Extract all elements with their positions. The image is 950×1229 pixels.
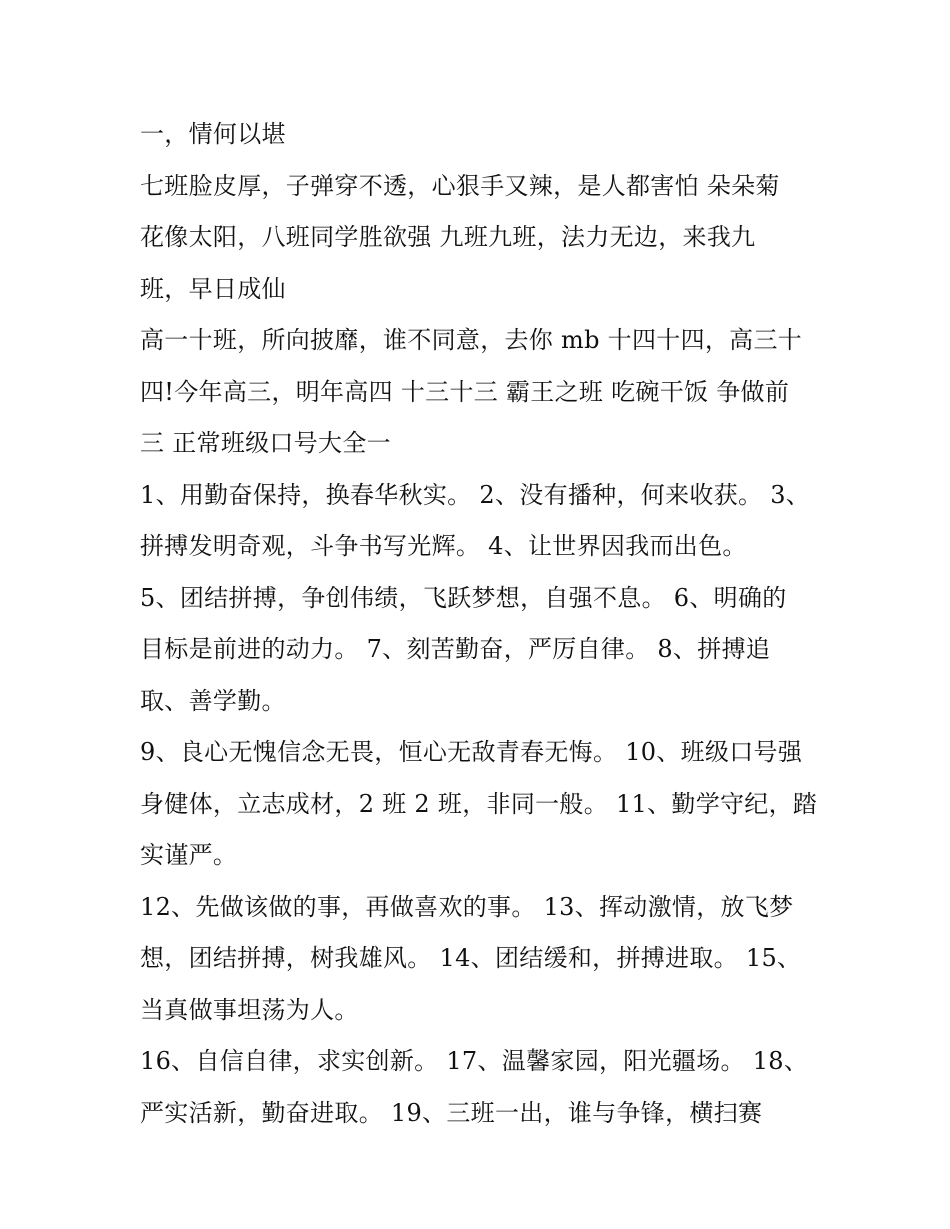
text-line: 花像太阳，八班同学胜欲强 九班九班，法力无边，来我九 bbox=[140, 223, 756, 251]
text-line: 16、自信自律，求实创新。 17、温馨家园，阳光疆场。 18、 bbox=[140, 1047, 809, 1075]
text-line: 实谨严。 bbox=[140, 841, 238, 869]
text-line: 七班脸皮厚，子弹穿不透，心狠手又辣，是人都害怕 朵朵菊 bbox=[140, 171, 780, 200]
text-line: 班，早日成仙 bbox=[140, 274, 286, 303]
text-line: 当真做事坦荡为人。 bbox=[140, 995, 359, 1024]
text-line: 想，团结拼搏，树我雄风。 14、团结缓和，拼搏进取。 15、 bbox=[140, 944, 802, 972]
text-line: 1、用勤奋保持，换春华秋实。 2、没有播种，何来收获。 3、 bbox=[140, 480, 811, 509]
text-line: 身健体，立志成材，2 班 2 班，非同一般。 11、勤学守纪，踏 bbox=[140, 789, 818, 818]
text-line: 拼搏发明奇观，斗争书写光辉。 4、让世界因我而出色。 bbox=[140, 532, 747, 560]
text-line: 9、良心无愧信念无畏，恒心无敌青春无悔。 10、班级口号强 bbox=[140, 738, 803, 766]
text-line: 取、善学勤。 bbox=[140, 686, 286, 715]
text-line: 目标是前进的动力。 7、刻苦勤奋，严厉自律。 8、拼搏追 bbox=[140, 635, 771, 663]
document-body bbox=[140, 109, 820, 1139]
text-line: 高一十班，所向披靡，谁不同意，去你 mb 十四十四，高三十 bbox=[140, 326, 803, 354]
text-line: 12、先做该做的事，再做喜欢的事。 13、挥动激情，放飞梦 bbox=[140, 892, 794, 921]
text-line: 严实活新，勤奋进取。 19、三班一出，谁与争锋，横扫赛 bbox=[140, 1098, 763, 1127]
text-line: 一，情何以堪 bbox=[140, 120, 286, 148]
text-line: 三 正常班级口号大全一 bbox=[140, 429, 391, 457]
text-line: 5、团结拼搏，争创伟绩，飞跃梦想，自强不息。 6、明确的 bbox=[140, 583, 787, 612]
text-line: 四!今年高三，明年高四 十三十三 霸王之班 吃碗干饭 争做前 bbox=[140, 377, 790, 406]
